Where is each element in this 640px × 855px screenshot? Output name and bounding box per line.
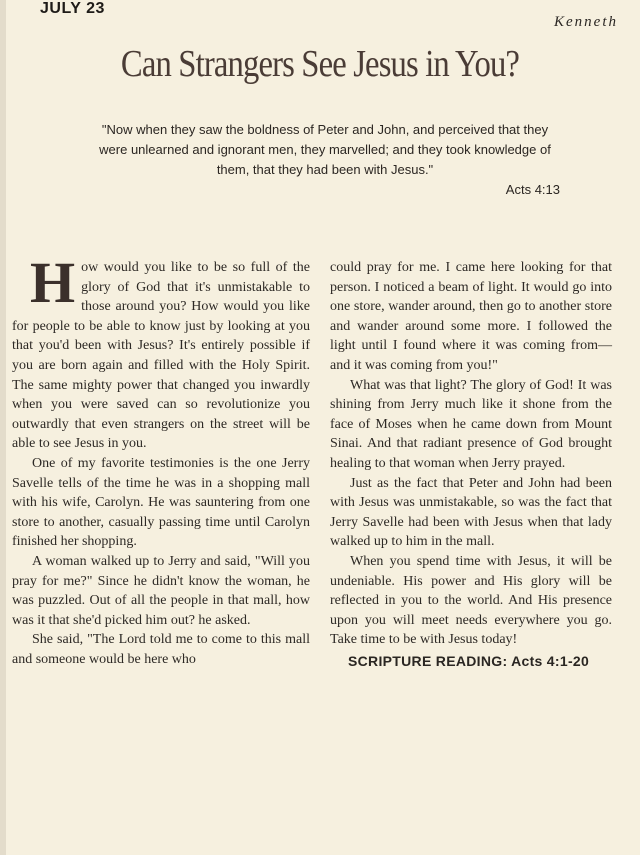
paragraph: One of my favorite testimonies is the one Jerry Savelle tells of the time he was in a shopping mall with his wife, Carolyn. He was sauntering from one store to another, casually passing time until Carolyn finished her shopping. (12, 455, 310, 550)
verse-reference: Acts 4:13 (505, 182, 560, 197)
page-title: Can Strangers See Jesus in You? (120, 43, 520, 85)
paragraph: could pray for me. I came here looking for that person. I noticed a beam of light. It would go into one store, wander around, then go to another store and wander around some more. I followed the light until I found where it was coming from—and it was coming from you!" (330, 260, 612, 373)
page-edge (0, 0, 6, 855)
author-name: Kenneth (554, 14, 618, 30)
paragraph: Just as the fact that Peter and John had been with Jesus was unmistakable, so was the fact that Jerry Savelle had been with Jesus when that lady walked up to him in the mall. (330, 475, 612, 550)
verse-text: "Now when they saw the boldness of Peter and John, and perceived that they were unlearned and ignorant men, they marvelled; and they took knowledge of them, that they had been with Jesus." (99, 122, 551, 177)
paragraph: How would you like to be so full of the glory of God that it's unmistakable to those around you? How would you like for people to be able to know just by looking at you that you'd been with Jesus? It's entirely possible if you are born again and filled with the Holy Spirit. The same mighty power that changed you inwardly when you were saved can so revolutionize you outwardly that even strangers on the street will be able to see Jesus in you. (12, 250, 310, 452)
paragraph: What was that light? The glory of God! It was shining from Jerry much like it shone from the face of Moses when he came down from Mount Sinai. And that radiant presence of God brought healing to that woman when Jerry prayed. (330, 377, 612, 471)
paragraph: When you spend time with Jesus, it will be undeniable. His power and His glory will be reflected in you to the world. And His presence upon you will meet needs everywhere you go. Take time to be with Jesus today! (330, 553, 612, 648)
body-column-right (330, 258, 612, 671)
verse-block (90, 120, 560, 200)
drop-cap: H (30, 250, 76, 315)
paragraph: She said, "The Lord told me to come to this mall and someone would be here who (12, 632, 310, 667)
paragraph: A woman walked up to Jerry and said, "Will you pray for me?" Since he didn't know the woman, he was puzzled. Out of all the people in that mall, how was it that she'd picked him out? he asked. (12, 553, 310, 628)
scripture-reading: SCRIPTURE READING: Acts 4:1-20 (348, 652, 590, 669)
body-column-left (12, 250, 310, 669)
page-date: JULY 23 (40, 0, 105, 17)
